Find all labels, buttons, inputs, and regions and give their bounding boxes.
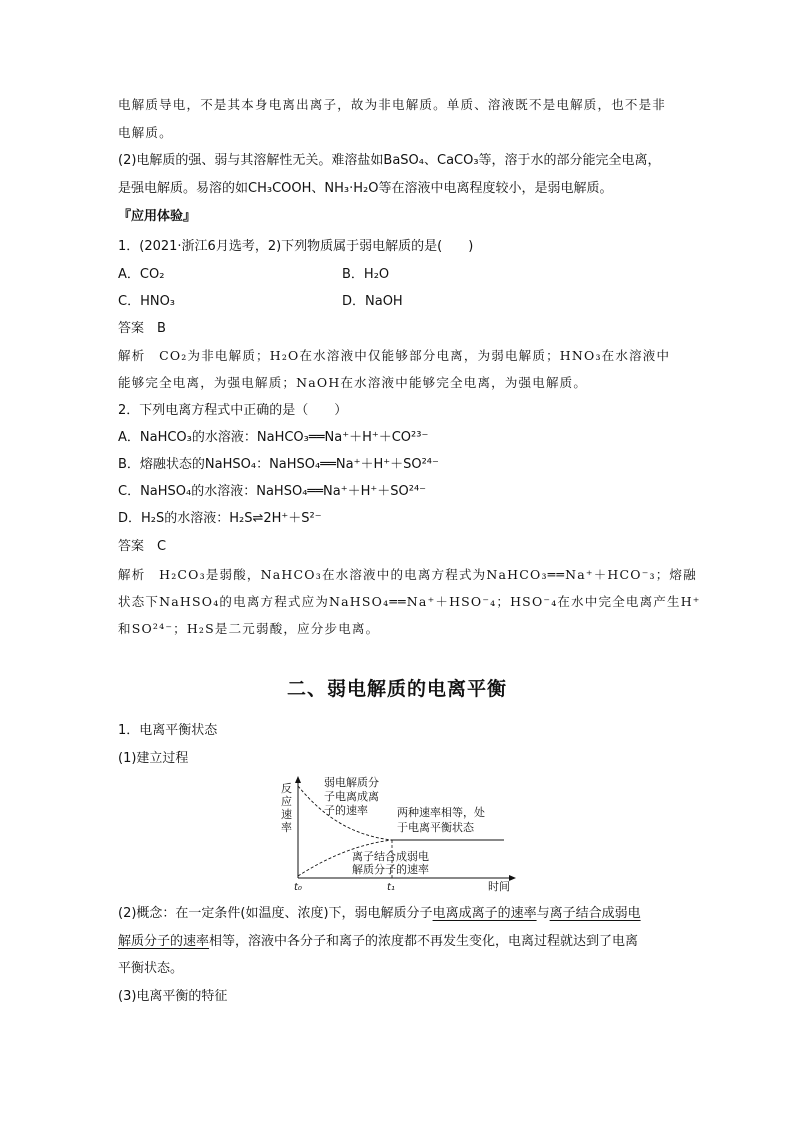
underlined-term: 电离成离子的速率 — [432, 906, 537, 921]
concept-line: (2)概念：在一定条件(如温度、浓度)下，弱电解质分子电离成离子的速率与离子结合成弱电 — [118, 906, 641, 921]
section-heading: 二、弱电解质的电离平衡 — [286, 678, 507, 700]
paragraph-line: 电解质。 — [118, 125, 173, 140]
underlined-term: 解质分子的速率 — [118, 934, 210, 949]
t0-label: t₀ — [294, 882, 302, 893]
y-axis-arrow — [295, 776, 301, 783]
explanation-line: 解析 CO₂为非电解质；H₂O在水溶液中仅能够部分电离，为弱电解质；HNO₃在水溶液中 — [118, 348, 671, 363]
question-stem: 1．(2021·浙江6月选考，2)下列物质属于弱电解质的是( ) — [118, 239, 474, 254]
item-heading: 1．电离平衡状态 — [118, 723, 218, 738]
explanation-line: 状态下NaHSO₄的电离方程式应为NaHSO₄══Na⁺＋HSO⁻₄；HSO⁻₄在水中完全电离产生H⁺ — [118, 594, 701, 609]
t1-label: t₁ — [387, 882, 395, 893]
option-d: D．NaOH — [342, 294, 403, 309]
concept-line: 解质分子的速率相等，溶液中各分子和离子的浓度都不再发生变化，电离过程就达到了电离 — [118, 934, 639, 949]
equilibrium-diagram — [276, 772, 526, 894]
answer: 答案 B — [118, 321, 166, 336]
paragraph-line: 是强电解质。易溶的如CH₃COOH、NH₃·H₂O等在溶液中电离程度较小，是弱电解质。 — [118, 181, 613, 196]
option-c: C．HNO₃ — [118, 294, 176, 309]
x-axis-arrow — [509, 875, 516, 881]
underlined-term: 离子结合成弱电 — [549, 906, 641, 921]
answer: 答案 C — [118, 539, 167, 554]
option-d: D．H₂S的水溶液：H₂S⇌2H⁺＋S²⁻ — [118, 511, 322, 526]
equilibrium-label: 两种速率相等，处 于电离平衡状态 — [397, 806, 485, 834]
recombination-rate-label: 离子结合成弱电 解质分子的速率 — [352, 850, 429, 876]
concept-line: 平衡状态。 — [118, 961, 184, 976]
ionization-rate-label: 弱电解质分 子电离成离 子的速率 — [324, 776, 379, 817]
option-b: B．H₂O — [342, 267, 390, 282]
explanation-line: 和SO²⁴⁻；H₂S是二元弱酸，应分步电离。 — [118, 621, 380, 636]
question-stem: 2．下列电离方程式中正确的是（ ） — [118, 403, 348, 418]
subheading: (3)电离平衡的特征 — [118, 989, 228, 1004]
explanation-line: 解析 H₂CO₃是弱酸，NaHCO₃在水溶液中的电离方程式为NaHCO₃══Na⁺＋HCO⁻₃；熔融 — [118, 567, 697, 582]
option-a: A．CO₂ — [118, 267, 165, 282]
x-axis-label: 时间 — [488, 880, 510, 893]
paragraph-line: (2)电解质的强、弱与其溶解性无关。难溶盐如BaSO₄、CaCO₃等，溶于水的部分能完全电离， — [118, 153, 661, 168]
option-b: B．熔融状态的NaHSO₄：NaHSO₄══Na⁺＋H⁺＋SO²⁴⁻ — [118, 457, 439, 472]
explanation-line: 能够完全电离，为强电解质；NaOH在水溶液中能够完全电离，为强电解质。 — [118, 375, 588, 390]
y-axis-label: 反 应 速 率 — [281, 782, 292, 834]
option-c: C．NaHSO₄的水溶液：NaHSO₄══Na⁺＋H⁺＋SO²⁴⁻ — [118, 484, 427, 499]
subheading: (1)建立过程 — [118, 751, 189, 766]
section-tag: 『应用体验』 — [118, 209, 197, 224]
paragraph-line: 电解质导电，不是其本身电离出离子，故为非电解质。单质、溶液既不是电解质，也不是非 — [118, 97, 667, 112]
option-a: A．NaHCO₃的水溶液：NaHCO₃══Na⁺＋H⁺＋CO²³⁻ — [118, 430, 429, 445]
